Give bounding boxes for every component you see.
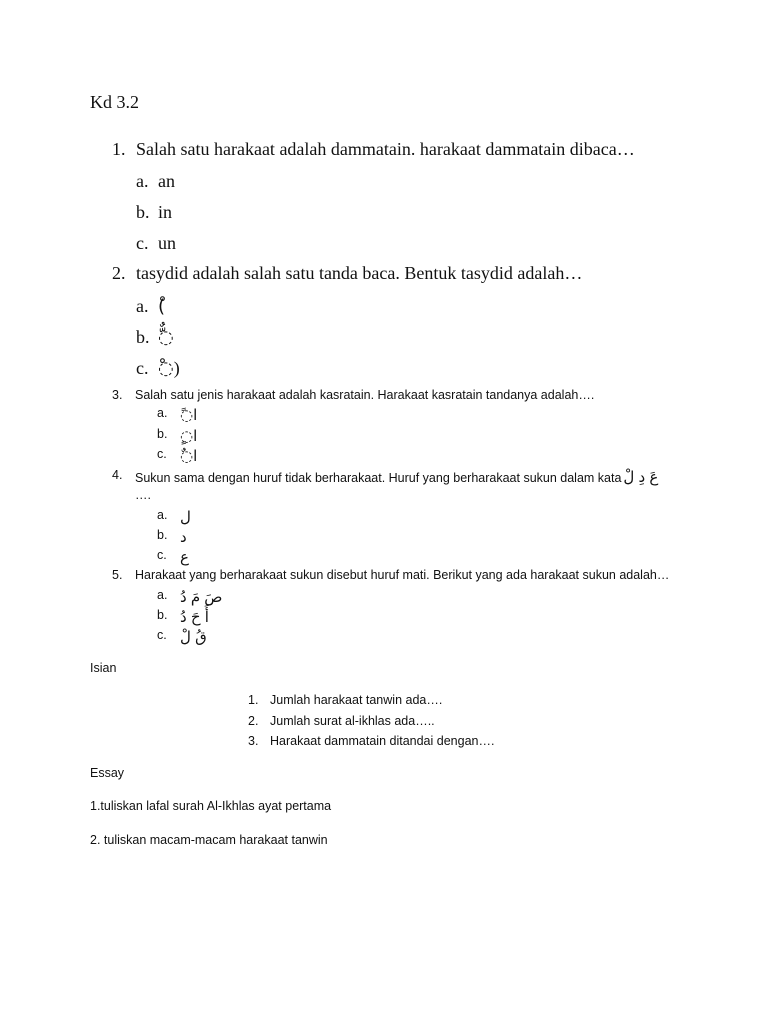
- option-letter: a.: [157, 406, 168, 420]
- option-letter: b.: [157, 427, 168, 441]
- option-value: أَ حَ دُ: [180, 609, 209, 626]
- option-letter: c.: [136, 233, 149, 253]
- question-number: 5.: [112, 568, 123, 582]
- question-number: 3.: [112, 388, 123, 402]
- essay-item-2: 2. tuliskan macam-macam harakaat tanwin: [90, 833, 328, 847]
- question-3-option-b: [0, 427, 768, 449]
- question-text: Salah satu harakaat adalah dammatain. harakaat dammatain dibaca…: [136, 139, 635, 159]
- question-1-option-a: [0, 171, 768, 193]
- question-1-option-c: [0, 233, 768, 255]
- question-4-option-c: [0, 548, 768, 570]
- item-text: Harakaat dammatain ditandai dengan….: [270, 734, 495, 748]
- option-value: ◌ْ): [158, 358, 180, 378]
- option-value: ◌ًا: [180, 407, 198, 424]
- question-3-option-c: [0, 447, 768, 469]
- option-value: in: [158, 202, 173, 222]
- arabic-word: عَ دِ لْ: [623, 469, 659, 486]
- option-value: ل: [180, 509, 191, 526]
- isian-heading: Isian: [90, 661, 117, 675]
- option-letter: a.: [157, 588, 168, 602]
- option-value: ◌ٍا: [180, 428, 198, 445]
- question-4: [0, 468, 768, 490]
- option-value: un: [158, 233, 176, 253]
- item-number: 1.: [248, 693, 259, 707]
- option-letter: c.: [157, 628, 167, 642]
- option-letter: a.: [136, 296, 149, 316]
- isian-item-1: [0, 693, 768, 715]
- isian-item-2: [0, 714, 768, 736]
- option-value: ◌ٌّ: [158, 327, 174, 347]
- question-2-option-a: [0, 296, 768, 318]
- question-4-option-b: [0, 528, 768, 550]
- option-letter: b.: [157, 528, 168, 542]
- option-value: ع: [180, 549, 189, 566]
- item-text: Jumlah harakaat tanwin ada….: [270, 693, 443, 707]
- option-letter: a.: [157, 508, 168, 522]
- option-value: an: [158, 171, 175, 191]
- question-text: tasydid adalah salah satu tanda baca. Bentuk tasydid adalah…: [136, 263, 583, 283]
- document-title: Kd 3.2: [90, 92, 139, 112]
- question-text: Harakaat yang berharakaat sukun disebut huruf mati. Berikut yang ada harakaat sukun adalah…: [135, 568, 670, 582]
- question-5-option-a: [0, 588, 768, 610]
- question-number: 4.: [112, 468, 123, 482]
- isian-item-3: [0, 734, 768, 756]
- item-text: Jumlah surat al-ikhlas ada…..: [270, 714, 435, 728]
- question-text-main: Sukun sama dengan huruf tidak berharakaat. Huruf yang berharakaat sukun dalam kata: [135, 471, 622, 485]
- essay-item-1: 1.tuliskan lafal surah Al-Ikhlas ayat pertama: [90, 799, 332, 813]
- item-number: 2.: [248, 714, 259, 728]
- option-letter: b.: [157, 608, 168, 622]
- option-letter: b.: [136, 327, 150, 347]
- option-letter: c.: [157, 548, 167, 562]
- option-letter: b.: [136, 202, 150, 222]
- option-value: صَ مَ دُ: [180, 589, 223, 606]
- option-value: (ْ: [158, 296, 166, 316]
- question-4-option-a: [0, 508, 768, 530]
- question-2-option-c: [0, 358, 768, 380]
- question-5: [0, 568, 768, 590]
- item-number: 3.: [248, 734, 259, 748]
- question-2: [0, 263, 768, 285]
- question-number: 1.: [112, 139, 126, 159]
- question-5-option-c: [0, 628, 768, 650]
- question-3-option-a: [0, 406, 768, 428]
- option-value: د: [180, 529, 187, 546]
- question-2-option-b: [0, 327, 768, 349]
- question-text: [135, 468, 658, 486]
- question-text: Salah satu jenis harakaat adalah kasratain. Harakaat kasratain tandanya adalah….: [135, 388, 595, 402]
- question-1: [0, 139, 768, 161]
- question-text-continuation: ….: [135, 488, 151, 502]
- question-4-continuation: [0, 488, 768, 510]
- option-value: قُ لْ: [180, 629, 207, 646]
- question-number: 2.: [112, 263, 126, 283]
- option-letter: c.: [136, 358, 149, 378]
- option-letter: a.: [136, 171, 149, 191]
- option-letter: c.: [157, 447, 167, 461]
- essay-heading: Essay: [90, 766, 125, 780]
- question-1-option-b: [0, 202, 768, 224]
- option-value: ◌ٌا: [180, 448, 198, 465]
- question-5-option-b: [0, 608, 768, 630]
